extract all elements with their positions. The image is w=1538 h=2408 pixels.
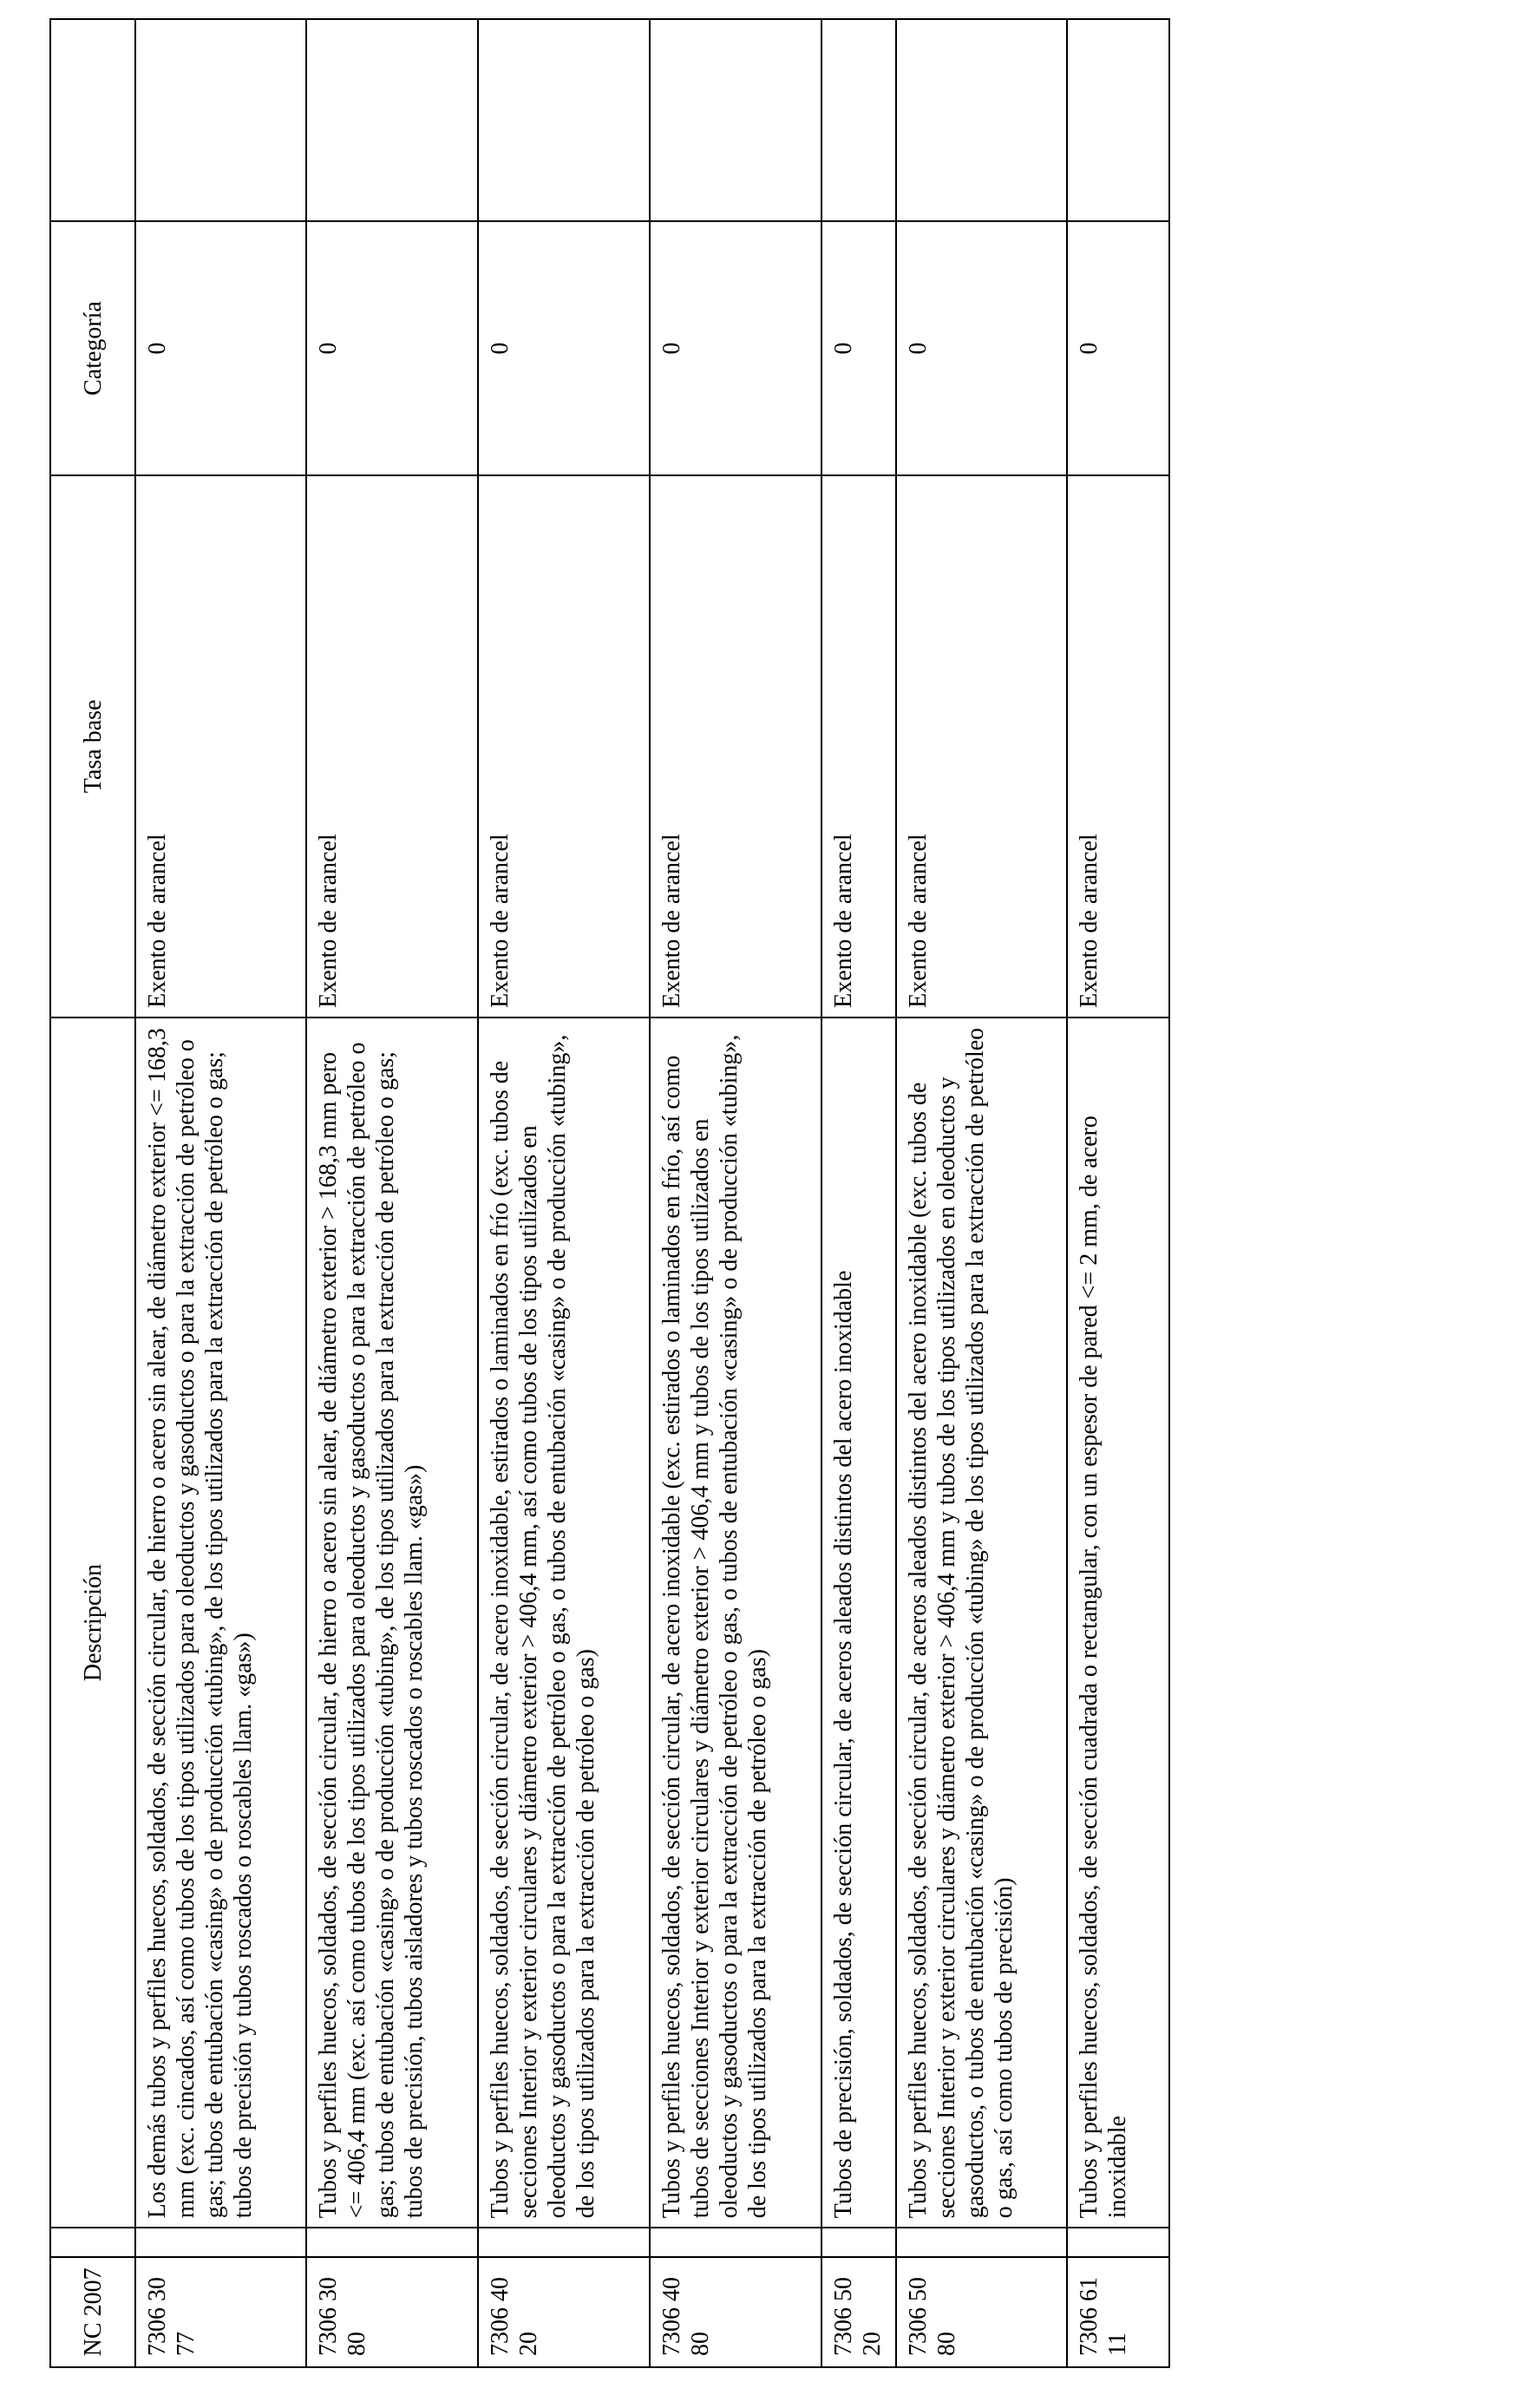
cell-rate: Exento de arancel [1067,475,1169,1018]
cell-rate: Exento de arancel [135,475,306,1018]
cell-blank [650,19,821,221]
cell-rate: Exento de arancel [306,475,478,1018]
table-row [650,19,821,2367]
cell-code: 7306 50 20 [821,2257,896,2367]
cell-category: 0 [478,221,650,474]
header-spacer [50,2228,135,2256]
cell-description: Tubos de precisión, soldados, de sección circular, de aceros aleados distintos del acero inoxidable [821,1018,896,2228]
table-row [478,19,650,2367]
cell-blank [306,19,478,221]
rotated-table-frame [49,18,1144,2368]
cell-blank [1067,19,1169,221]
table-row [896,19,1067,2367]
rotated-document-page [49,18,1144,2368]
header-category: Categoría [50,221,135,474]
cell-code: 7306 40 20 [478,2257,650,2367]
cell-spacer [650,2228,821,2256]
table-header-row [50,19,135,2367]
table-row [306,19,478,2367]
cell-category: 0 [821,221,896,474]
cell-spacer [821,2228,896,2256]
cell-rate: Exento de arancel [650,475,821,1018]
header-rate: Tasa base [50,475,135,1018]
cell-category: 0 [896,221,1067,474]
cell-blank [135,19,306,221]
header-description: Descripción [50,1018,135,2228]
cell-code: 7306 30 77 [135,2257,306,2367]
cell-category: 0 [1067,221,1169,474]
table-row [1067,19,1169,2367]
header-code: NC 2007 [50,2257,135,2367]
cell-category: 0 [135,221,306,474]
cell-description: Tubos y perfiles huecos, soldados, de sección circular, de acero inoxidable, estirados o laminados en frío (exc. tubos de secciones Interior y exterior circulares y diámetro exterior > 406,4 mm, así como tubos de los tipos utilizados en oleoductos y gasoductos o para la extracción de petróleo o gas, o tubos de entubación «casing» o de producción «tubing», de los tipos utilizados para la extracción de petróleo o gas) [478,1018,650,2228]
cell-code: 7306 50 80 [896,2257,1067,2367]
cell-description: Tubos y perfiles huecos, soldados, de sección cuadrada o rectangular, con un espesor de pared <= 2 mm, de acero inoxidable [1067,1018,1169,2228]
cell-description: Los demás tubos y perfiles huecos, soldados, de sección circular, de hierro o acero sin alear, de diámetro exterior <= 168,3 mm (exc. cincados, así como tubos de los tipos utilizados para oleoductos y gasoductos o para la extracción de petróleo o gas; tubos de entubación «casing» o de producción «tubing», de los tipos utilizados para la extracción de petróleo o gas; tubos de precisión y tubos roscados o roscables llam. «gas») [135,1018,306,2228]
tariff-table [49,18,1170,2368]
cell-spacer [1067,2228,1169,2256]
cell-blank [896,19,1067,221]
cell-description: Tubos y perfiles huecos, soldados, de sección circular, de acero inoxidable (exc. estirados o laminados en frío, así como tubos de secciones Interior y exterior circulares y diámetro exterior > 406,4 mm y tubos de los tipos utilizados en oleoductos y gasoductos o para la extracción de petróleo o gas, o tubos de entubación «casing» o de producción «tubing», de los tipos utilizados para la extracción de petróleo o gas) [650,1018,821,2228]
table-row [135,19,306,2367]
table-row [821,19,896,2367]
cell-spacer [135,2228,306,2256]
cell-rate: Exento de arancel [896,475,1067,1018]
cell-spacer [306,2228,478,2256]
cell-rate: Exento de arancel [478,475,650,1018]
cell-blank [478,19,650,221]
cell-category: 0 [306,221,478,474]
cell-description: Tubos y perfiles huecos, soldados, de sección circular, de aceros aleados distintos del acero inoxidable (exc. tubos de secciones Interior y exterior circulares y diámetro exterior > 406,4 mm y tubos de los tipos utilizados en oleoductos y gasoductos, o tubos de entubación «casing» o de producción «tubing» de los tipos utilizados para la extracción de petróleo o gas, así como tubos de precisión) [896,1018,1067,2228]
cell-code: 7306 61 11 [1067,2257,1169,2367]
cell-code: 7306 30 80 [306,2257,478,2367]
cell-spacer [478,2228,650,2256]
cell-description: Tubos y perfiles huecos, soldados, de sección circular, de hierro o acero sin alear, de diámetro exterior > 168,3 mm pero <= 406,4 mm (exc. así como tubos de los tipos utilizados para oleoductos y gasoductos o para la extracción de petróleo o gas; tubos de entubación «casing» o de producción «tubing», de los tipos utilizados para la extracción de petróleo o gas; tubos de precisión, tubos aisladores y tubos roscados o roscables llam. «gas») [306,1018,478,2228]
cell-code: 7306 40 80 [650,2257,821,2367]
cell-spacer [896,2228,1067,2256]
cell-blank [821,19,896,221]
cell-rate: Exento de arancel [821,475,896,1018]
cell-category: 0 [650,221,821,474]
header-blank [50,19,135,221]
